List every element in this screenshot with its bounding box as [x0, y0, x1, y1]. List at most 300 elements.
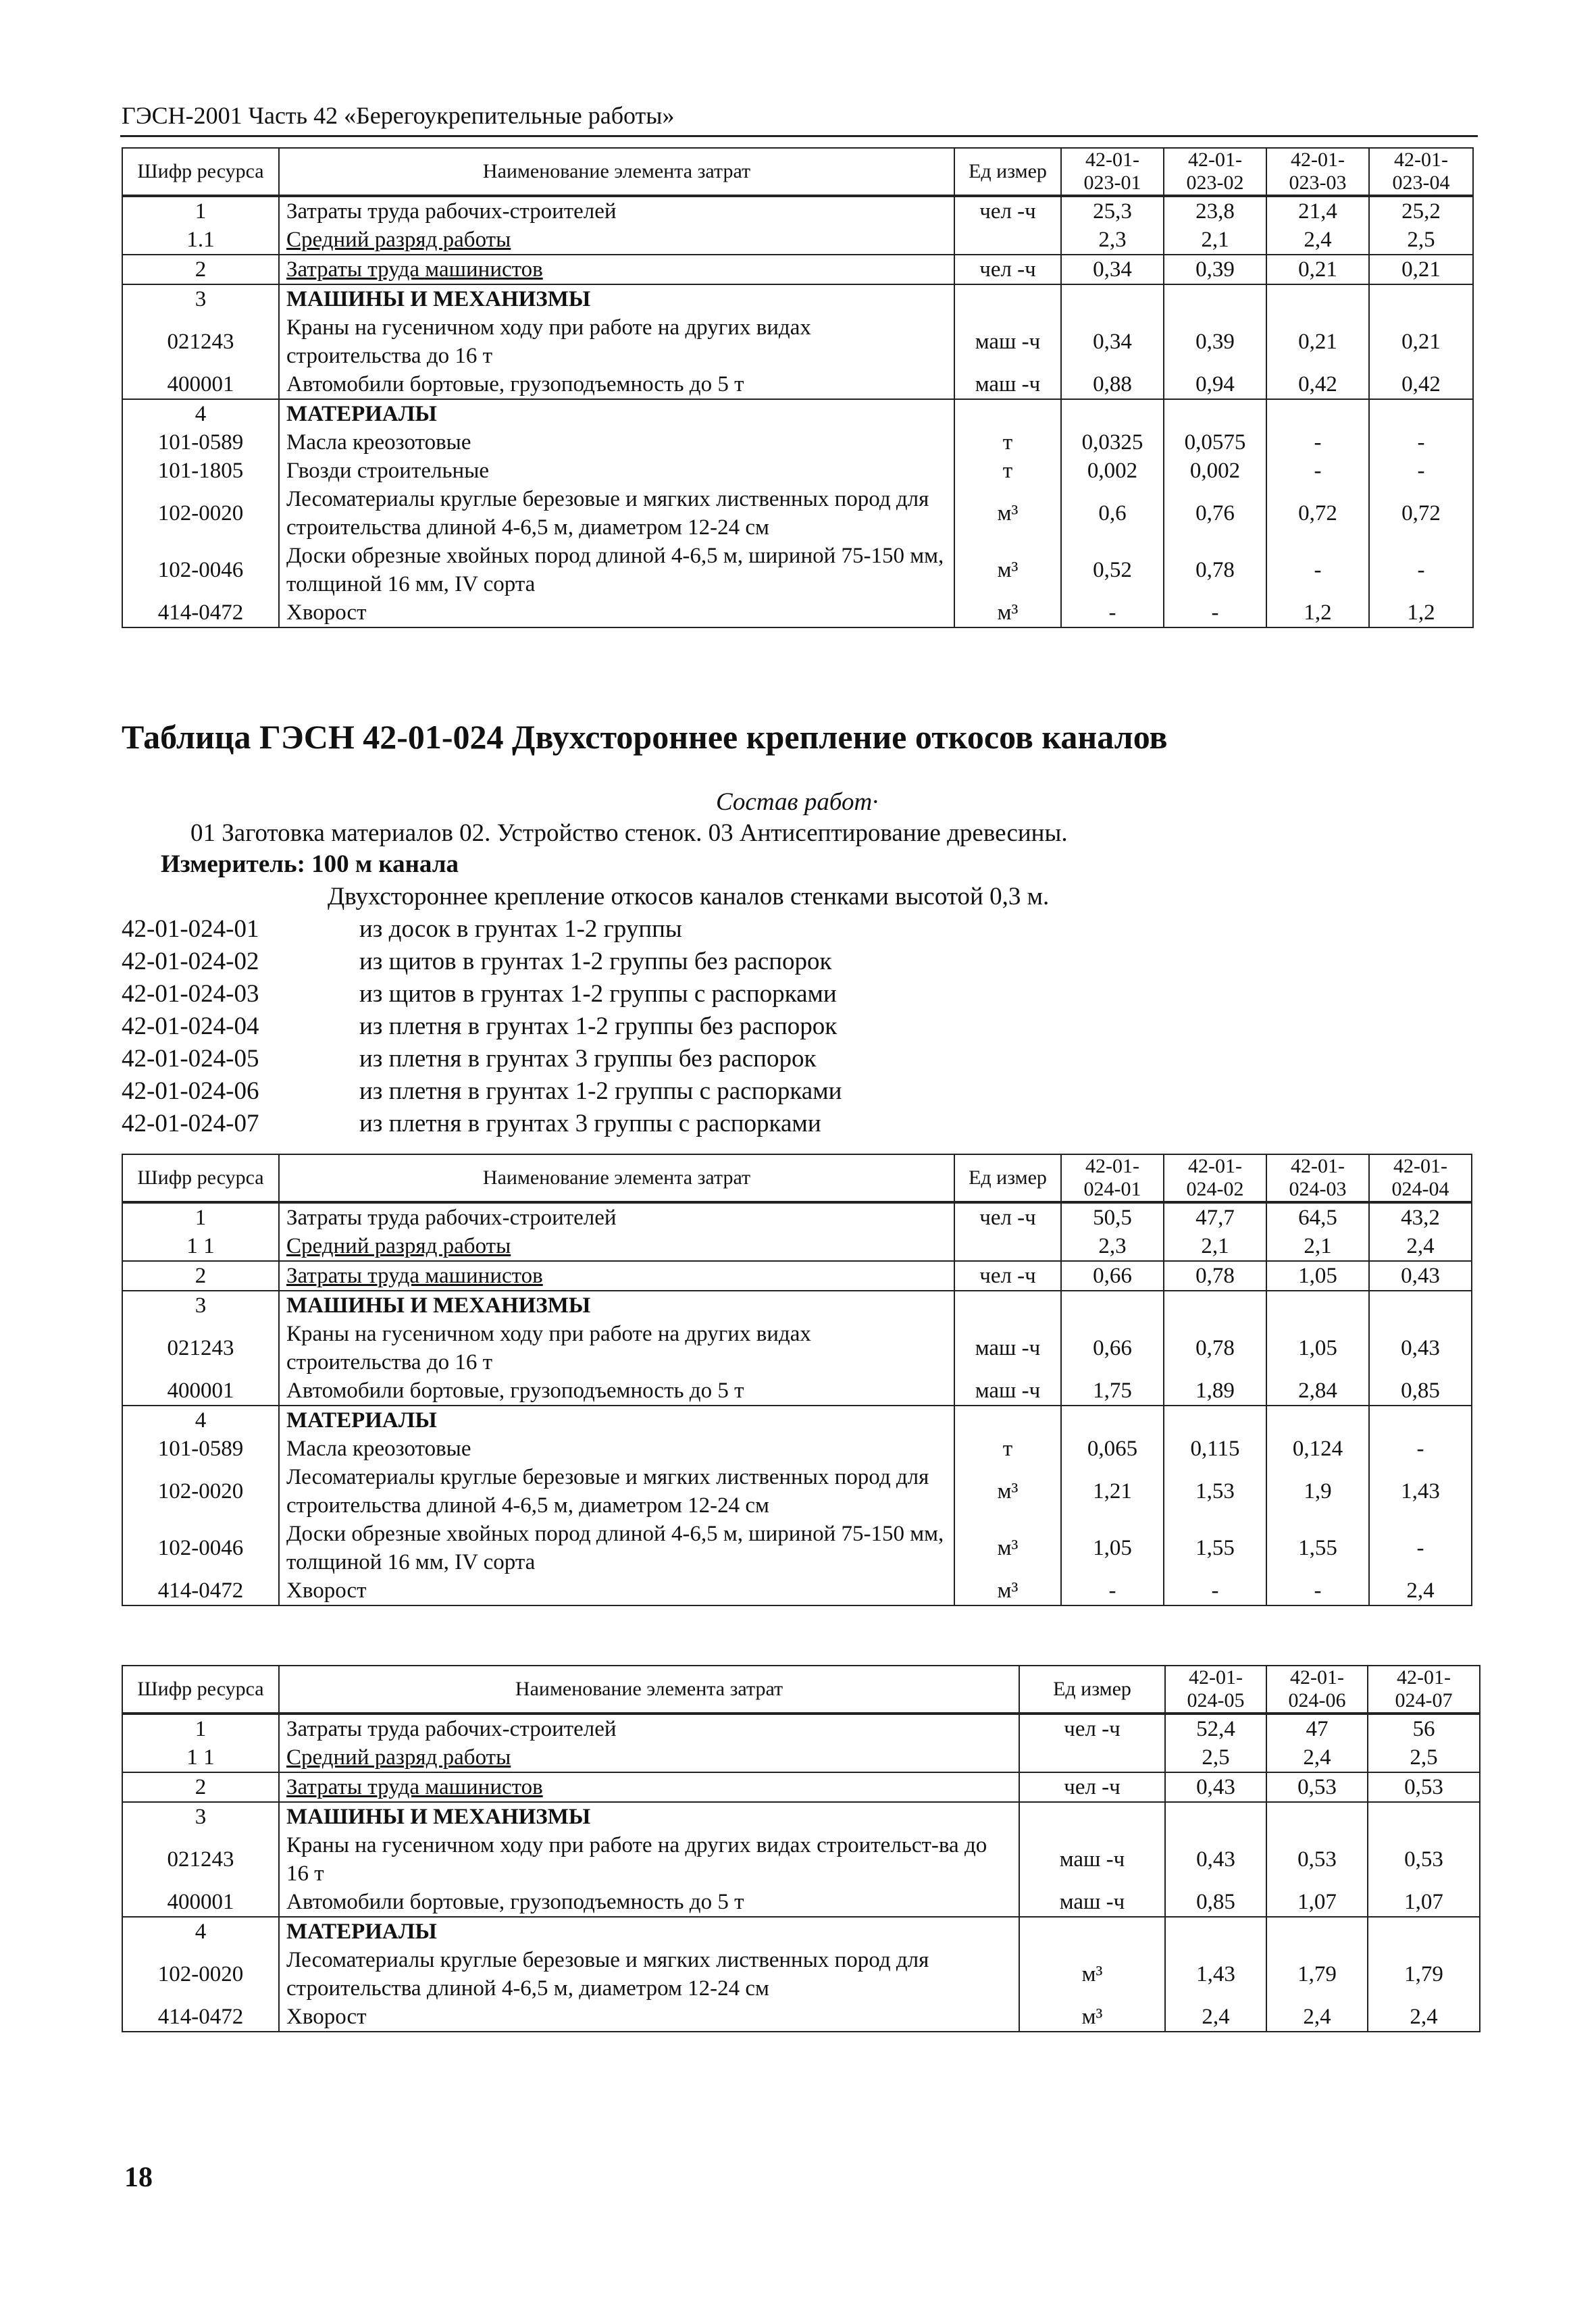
resource-value	[1266, 1917, 1368, 1946]
measurer: Измеритель: 100 м канала	[161, 850, 459, 878]
resource-value	[1369, 1406, 1472, 1435]
table-title: Таблица ГЭСН 42-01-024 Двухстороннее крепление откосов каналов	[122, 718, 1168, 756]
resource-table-023	[122, 147, 1474, 628]
table-row	[122, 1802, 1480, 1831]
resource-value: 0,43	[1369, 1320, 1472, 1377]
resource-name: Гвозди строительные	[279, 457, 954, 485]
page-header: ГЭСН-2001 Часть 42 «Берегоукрепительные работы»	[122, 102, 675, 129]
resource-value	[1061, 399, 1164, 428]
resource-value: 1,05	[1061, 1520, 1164, 1576]
resource-unit: м³	[954, 485, 1061, 542]
resource-value: 0,43	[1369, 1261, 1472, 1291]
resource-code: 414-0472	[122, 598, 279, 627]
resource-value	[1266, 284, 1369, 313]
table-row	[122, 1232, 1472, 1261]
resource-unit: чел -ч	[954, 255, 1061, 284]
table-row	[122, 1202, 1472, 1232]
table-row	[122, 1406, 1472, 1435]
resource-unit: м³	[954, 598, 1061, 627]
table-row	[122, 1743, 1480, 1772]
resource-value	[1368, 1802, 1480, 1831]
resource-unit	[1019, 1917, 1165, 1946]
header-row	[122, 1666, 1480, 1714]
resource-value: 0,53	[1266, 1772, 1368, 1802]
resource-value: 0,88	[1061, 370, 1164, 399]
resource-name: Автомобили бортовые, грузоподъемность до 5 т	[279, 1377, 954, 1406]
table-row	[122, 542, 1473, 598]
col-header-variant: 42-01- 024-02	[1164, 1154, 1266, 1202]
variant-code: 42-01-024-04	[122, 1012, 259, 1040]
table-row	[122, 1520, 1472, 1576]
resource-value	[1061, 284, 1164, 313]
resource-value: 2,84	[1266, 1377, 1369, 1406]
resource-name: Масла креозотовые	[279, 428, 954, 457]
resource-value: 0,94	[1164, 370, 1266, 399]
resource-unit: маш -ч	[954, 1320, 1061, 1377]
variant-row	[122, 946, 842, 978]
resource-code: 4	[122, 1406, 279, 1435]
col-header-variant: 42-01- 024-03	[1266, 1154, 1369, 1202]
resource-value: 0,66	[1061, 1261, 1164, 1291]
resource-value: 0,53	[1368, 1831, 1480, 1888]
resource-value: -	[1061, 1576, 1164, 1605]
variant-text: из щитов в грунтах 1-2 группы без распорок	[359, 948, 832, 975]
resource-unit: м³	[954, 1520, 1061, 1576]
resource-value: -	[1266, 457, 1369, 485]
resource-value: 2,5	[1165, 1743, 1266, 1772]
resource-code: 1 1	[122, 1743, 279, 1772]
resource-code: 102-0046	[122, 542, 279, 598]
resource-value	[1369, 284, 1473, 313]
resource-value: 0,39	[1164, 255, 1266, 284]
resource-value: 0,21	[1369, 255, 1473, 284]
resource-value	[1266, 399, 1369, 428]
resource-unit: маш -ч	[954, 1377, 1061, 1406]
resource-value: -	[1164, 598, 1266, 627]
col-header-code: Шифр ресурса	[122, 148, 279, 196]
resource-code: 2	[122, 255, 279, 284]
resource-name: Доски обрезные хвойных пород длиной 4-6,5 м, шириной 75-150 мм, толщиной 16 мм, IV сорта	[279, 542, 954, 598]
resource-unit	[954, 399, 1061, 428]
resource-value	[1164, 1406, 1266, 1435]
resource-value	[1165, 1802, 1266, 1831]
resource-value: 0,21	[1266, 255, 1369, 284]
table-row	[122, 399, 1473, 428]
resource-value: 0,78	[1164, 1261, 1266, 1291]
variant-text: из плетня в грунтах 1-2 группы без распорок	[359, 1012, 838, 1040]
resource-name: Затраты труда рабочих-строителей	[279, 1714, 1019, 1743]
page-number: 18	[124, 2162, 153, 2193]
resource-unit	[954, 284, 1061, 313]
resource-value: -	[1061, 598, 1164, 627]
resource-code: 2	[122, 1772, 279, 1802]
resource-value: 0,78	[1164, 542, 1266, 598]
resource-value: 0,34	[1061, 255, 1164, 284]
resource-code: 101-0589	[122, 428, 279, 457]
col-header-variant: 42-01- 024-06	[1266, 1666, 1368, 1714]
table-row	[122, 255, 1473, 284]
variant-code: 42-01-024-03	[122, 980, 259, 1008]
variant-text: из плетня в грунтах 1-2 группы с распорками	[359, 1077, 842, 1105]
resource-value: 2,4	[1266, 2003, 1368, 2032]
table-row	[122, 370, 1473, 399]
table-row	[122, 1377, 1472, 1406]
variant-code: 42-01-024-05	[122, 1045, 259, 1073]
resource-unit: м³	[1019, 1946, 1165, 2003]
resource-unit: маш -ч	[1019, 1888, 1165, 1917]
resource-value: -	[1369, 457, 1473, 485]
table-row	[122, 485, 1473, 542]
resource-code: 102-0020	[122, 1946, 279, 2003]
resource-name: Хворост	[279, 1576, 954, 1605]
resource-code: 102-0020	[122, 1463, 279, 1520]
resource-value: 0,21	[1266, 313, 1369, 370]
table-row	[122, 1946, 1480, 2003]
resource-unit: т	[954, 1435, 1061, 1463]
resource-value: 0,21	[1369, 313, 1473, 370]
variant-text: из плетня в грунтах 3 группы без распорок	[359, 1045, 817, 1073]
variant-text: из щитов в грунтах 1-2 группы с распорками	[359, 980, 837, 1008]
variant-code: 42-01-024-07	[122, 1110, 259, 1137]
resource-value: 1,9	[1266, 1463, 1369, 1520]
col-header-unit: Ед измер	[954, 148, 1061, 196]
resource-value	[1266, 1291, 1369, 1320]
resource-value: 21,4	[1266, 196, 1369, 226]
resource-code: 1	[122, 1202, 279, 1232]
resource-value: 1,53	[1164, 1463, 1266, 1520]
resource-value	[1164, 399, 1266, 428]
resource-value: -	[1369, 1435, 1472, 1463]
resource-value	[1165, 1917, 1266, 1946]
resource-table-024-a	[122, 1154, 1472, 1606]
resource-value: -	[1266, 428, 1369, 457]
resource-value: 0,72	[1266, 485, 1369, 542]
resource-value: 2,4	[1369, 1232, 1472, 1261]
col-header-variant: 42-01- 024-01	[1061, 1154, 1164, 1202]
variant-row	[122, 1043, 842, 1075]
variant-code: 42-01-024-02	[122, 948, 259, 975]
resource-value	[1369, 1291, 1472, 1320]
resource-value: 2,3	[1061, 226, 1164, 255]
resource-value: 2,5	[1368, 1743, 1480, 1772]
resource-code: 021243	[122, 313, 279, 370]
resource-code: 414-0472	[122, 1576, 279, 1605]
resource-code: 2	[122, 1261, 279, 1291]
resource-value: 0,53	[1266, 1831, 1368, 1888]
resource-value	[1369, 399, 1473, 428]
resource-name: Затраты труда машинистов	[279, 1261, 954, 1291]
resource-value: 0,76	[1164, 485, 1266, 542]
resource-value: 1,2	[1369, 598, 1473, 627]
table-row	[122, 1714, 1480, 1743]
resource-value: 1,05	[1266, 1320, 1369, 1377]
resource-value: 47	[1266, 1714, 1368, 1743]
table-row	[122, 428, 1473, 457]
resource-value: 1,79	[1368, 1946, 1480, 2003]
resource-code: 4	[122, 1917, 279, 1946]
resource-unit: чел -ч	[1019, 1772, 1165, 1802]
resource-unit: чел -ч	[1019, 1714, 1165, 1743]
variant-code: 42-01-024-01	[122, 915, 259, 943]
col-header-variant: 42-01- 023-02	[1164, 148, 1266, 196]
resource-unit: чел -ч	[954, 196, 1061, 226]
col-header-variant: 42-01- 024-05	[1165, 1666, 1266, 1714]
resource-value: 0,53	[1368, 1772, 1480, 1802]
resource-value: 1,43	[1369, 1463, 1472, 1520]
resource-value: 1,79	[1266, 1946, 1368, 2003]
resource-value: -	[1266, 1576, 1369, 1605]
resource-code: 101-0589	[122, 1435, 279, 1463]
table-row	[122, 1320, 1472, 1377]
resource-name: Лесоматериалы круглые березовые и мягких лиственных пород для строительства длиной 4-6,5 м, диаметром 12-24 см	[279, 485, 954, 542]
variant-text: из плетня в грунтах 3 группы с распорками	[359, 1110, 821, 1137]
resource-value: 0,0575	[1164, 428, 1266, 457]
resource-unit: м³	[954, 1463, 1061, 1520]
resource-code: 414-0472	[122, 2003, 279, 2032]
resource-value: -	[1369, 542, 1473, 598]
resource-value: 0,52	[1061, 542, 1164, 598]
resource-value: 0,42	[1266, 370, 1369, 399]
resource-code: 400001	[122, 370, 279, 399]
resource-code: 4	[122, 399, 279, 428]
resource-value: 0,78	[1164, 1320, 1266, 1377]
col-header-code: Шифр ресурса	[122, 1154, 279, 1202]
resource-code: 102-0046	[122, 1520, 279, 1576]
resource-value: 43,2	[1369, 1202, 1472, 1232]
resource-value: 2,1	[1164, 1232, 1266, 1261]
resource-value: 1,05	[1266, 1261, 1369, 1291]
resource-value: 0,39	[1164, 313, 1266, 370]
work-composition-text: 01 Заготовка материалов 02. Устройство стенок. 03 Антисептирование древесины.	[190, 819, 1068, 847]
table-row	[122, 1576, 1472, 1605]
col-header-variant: 42-01- 023-01	[1061, 148, 1164, 196]
resource-value: 1,89	[1164, 1377, 1266, 1406]
variant-row	[122, 978, 842, 1010]
resource-code: 400001	[122, 1377, 279, 1406]
resource-value	[1368, 1917, 1480, 1946]
col-header-name: Наименование элемента затрат	[279, 148, 954, 196]
resource-code: 3	[122, 284, 279, 313]
resource-value: 2,4	[1266, 226, 1369, 255]
col-header-code: Шифр ресурса	[122, 1666, 279, 1714]
col-header-variant: 42-01- 023-03	[1266, 148, 1369, 196]
resource-name: Средний разряд работы	[279, 226, 954, 255]
resource-value: 1,07	[1266, 1888, 1368, 1917]
table-row	[122, 1772, 1480, 1802]
resource-value: 1,55	[1266, 1520, 1369, 1576]
resource-code: 1	[122, 1714, 279, 1743]
resource-unit	[954, 1232, 1061, 1261]
resource-value: 0,002	[1061, 457, 1164, 485]
col-header-unit: Ед измер	[954, 1154, 1061, 1202]
resource-unit: маш -ч	[954, 370, 1061, 399]
resource-value: 0,72	[1369, 485, 1473, 542]
resource-name: Краны на гусеничном ходу при работе на других видах строительства до 16 т	[279, 1320, 954, 1377]
resource-name: МАШИНЫ И МЕХАНИЗМЫ	[279, 1291, 954, 1320]
header-rule	[120, 135, 1478, 137]
resource-unit: маш -ч	[1019, 1831, 1165, 1888]
variant-code: 42-01-024-06	[122, 1077, 259, 1105]
resource-name: Затраты труда машинистов	[279, 255, 954, 284]
resource-name: Автомобили бортовые, грузоподъемность до 5 т	[279, 370, 954, 399]
col-header-variant: 42-01- 023-04	[1369, 148, 1473, 196]
resource-value: 2,4	[1369, 1576, 1472, 1605]
resource-value	[1266, 1802, 1368, 1831]
resource-value: -	[1164, 1576, 1266, 1605]
table-row	[122, 284, 1473, 313]
resource-name: Масла креозотовые	[279, 1435, 954, 1463]
work-composition-title: Состав работ·	[716, 788, 879, 816]
resource-value: 1,43	[1165, 1946, 1266, 2003]
resource-unit	[954, 1291, 1061, 1320]
resource-value: 25,2	[1369, 196, 1473, 226]
resource-value: 1,75	[1061, 1377, 1164, 1406]
resource-value: 0,6	[1061, 485, 1164, 542]
resource-code: 021243	[122, 1831, 279, 1888]
resource-unit: чел -ч	[954, 1202, 1061, 1232]
resource-code: 3	[122, 1291, 279, 1320]
table-row	[122, 2003, 1480, 2032]
resource-unit: чел -ч	[954, 1261, 1061, 1291]
intro-text: Двухстороннее крепление откосов каналов стенками высотой 0,3 м.	[328, 883, 1050, 910]
resource-name: Краны на гусеничном ходу при работе на других видах строительст-ва до 16 т	[279, 1831, 1019, 1888]
resource-value: -	[1369, 1520, 1472, 1576]
table-row	[122, 1261, 1472, 1291]
resource-name: Лесоматериалы круглые березовые и мягких лиственных пород для строительства длиной 4-6,5 м, диаметром 12-24 см	[279, 1463, 954, 1520]
resource-value: 0,43	[1165, 1831, 1266, 1888]
resource-code: 021243	[122, 1320, 279, 1377]
resource-value: 0,85	[1165, 1888, 1266, 1917]
resource-unit: маш -ч	[954, 313, 1061, 370]
resource-value: 25,3	[1061, 196, 1164, 226]
table-row	[122, 1917, 1480, 1946]
table-row	[122, 313, 1473, 370]
table-row	[122, 226, 1473, 255]
resource-unit: м³	[954, 1576, 1061, 1605]
variant-row	[122, 1108, 842, 1140]
resource-value: 0,124	[1266, 1435, 1369, 1463]
resource-code: 3	[122, 1802, 279, 1831]
resource-value: 47,7	[1164, 1202, 1266, 1232]
resource-value: 1,55	[1164, 1520, 1266, 1576]
col-header-variant: 42-01- 024-04	[1369, 1154, 1472, 1202]
resource-value: -	[1369, 428, 1473, 457]
resource-value: 0,065	[1061, 1435, 1164, 1463]
resource-value	[1164, 1291, 1266, 1320]
resource-unit	[954, 226, 1061, 255]
resource-code: 1.1	[122, 226, 279, 255]
col-header-unit: Ед измер	[1019, 1666, 1165, 1714]
resource-name: Автомобили бортовые, грузоподъемность до 5 т	[279, 1888, 1019, 1917]
resource-name: Доски обрезные хвойных пород длиной 4-6,5 м, шириной 75-150 мм, толщиной 16 мм, IV сорта	[279, 1520, 954, 1576]
resource-code: 1 1	[122, 1232, 279, 1261]
resource-code: 101-1805	[122, 457, 279, 485]
resource-value: 1,07	[1368, 1888, 1480, 1917]
resource-unit: м³	[1019, 2003, 1165, 2032]
variant-row	[122, 1010, 842, 1043]
resource-code: 400001	[122, 1888, 279, 1917]
resource-name: МАТЕРИАЛЫ	[279, 1917, 1019, 1946]
resource-name: Хворост	[279, 2003, 1019, 2032]
resource-value: 0,43	[1165, 1772, 1266, 1802]
resource-value: 0,42	[1369, 370, 1473, 399]
resource-value: 56	[1368, 1714, 1480, 1743]
col-header-name: Наименование элемента затрат	[279, 1154, 954, 1202]
table-row	[122, 598, 1473, 627]
resource-name: Затраты труда рабочих-строителей	[279, 196, 954, 226]
resource-value: 0,115	[1164, 1435, 1266, 1463]
resource-value: 0,34	[1061, 313, 1164, 370]
resource-value	[1164, 284, 1266, 313]
resource-value: 2,1	[1266, 1232, 1369, 1261]
resource-name: МАТЕРИАЛЫ	[279, 1406, 954, 1435]
resource-name: Хворост	[279, 598, 954, 627]
variant-row	[122, 1075, 842, 1108]
resource-unit	[1019, 1743, 1165, 1772]
col-header-name: Наименование элемента затрат	[279, 1666, 1019, 1714]
resource-unit	[1019, 1802, 1165, 1831]
resource-value	[1061, 1406, 1164, 1435]
table-row	[122, 196, 1473, 226]
variant-row	[122, 913, 842, 946]
resource-name: Средний разряд работы	[279, 1232, 954, 1261]
resource-code: 1	[122, 196, 279, 226]
table-row	[122, 1831, 1480, 1888]
variant-text: из досок в грунтах 1-2 группы	[359, 915, 682, 943]
resource-value: 2,5	[1369, 226, 1473, 255]
resource-value: -	[1266, 542, 1369, 598]
resource-unit: м³	[954, 542, 1061, 598]
resource-value: 0,66	[1061, 1320, 1164, 1377]
resource-value: 2,3	[1061, 1232, 1164, 1261]
resource-value: 2,1	[1164, 226, 1266, 255]
resource-value	[1061, 1291, 1164, 1320]
resource-name: МАШИНЫ И МЕХАНИЗМЫ	[279, 284, 954, 313]
table-row	[122, 457, 1473, 485]
resource-value: 0,0325	[1061, 428, 1164, 457]
resource-name: Краны на гусеничном ходу при работе на других видах строительства до 16 т	[279, 313, 954, 370]
col-header-variant: 42-01- 024-07	[1368, 1666, 1480, 1714]
resource-value: 1,21	[1061, 1463, 1164, 1520]
resource-value	[1266, 1406, 1369, 1435]
resource-table-024-b	[122, 1665, 1481, 2032]
resource-name: МАТЕРИАЛЫ	[279, 399, 954, 428]
table-row	[122, 1888, 1480, 1917]
variant-list	[122, 913, 842, 1140]
resource-name: Средний разряд работы	[279, 1743, 1019, 1772]
table-row	[122, 1435, 1472, 1463]
resource-code: 102-0020	[122, 485, 279, 542]
table-row	[122, 1291, 1472, 1320]
resource-unit: т	[954, 428, 1061, 457]
resource-value: 1,2	[1266, 598, 1369, 627]
resource-unit	[954, 1406, 1061, 1435]
resource-value: 52,4	[1165, 1714, 1266, 1743]
resource-value: 0,002	[1164, 457, 1266, 485]
table-row	[122, 1463, 1472, 1520]
resource-value: 0,85	[1369, 1377, 1472, 1406]
resource-name: Лесоматериалы круглые березовые и мягких лиственных пород для строительства длиной 4-6,5 м, диаметром 12-24 см	[279, 1946, 1019, 2003]
resource-value: 2,4	[1368, 2003, 1480, 2032]
resource-name: Затраты труда машинистов	[279, 1772, 1019, 1802]
resource-name: МАШИНЫ И МЕХАНИЗМЫ	[279, 1802, 1019, 1831]
resource-value: 2,4	[1165, 2003, 1266, 2032]
resource-value: 50,5	[1061, 1202, 1164, 1232]
resource-value: 2,4	[1266, 1743, 1368, 1772]
resource-name: Затраты труда рабочих-строителей	[279, 1202, 954, 1232]
header-row	[122, 148, 1473, 196]
resource-unit: т	[954, 457, 1061, 485]
